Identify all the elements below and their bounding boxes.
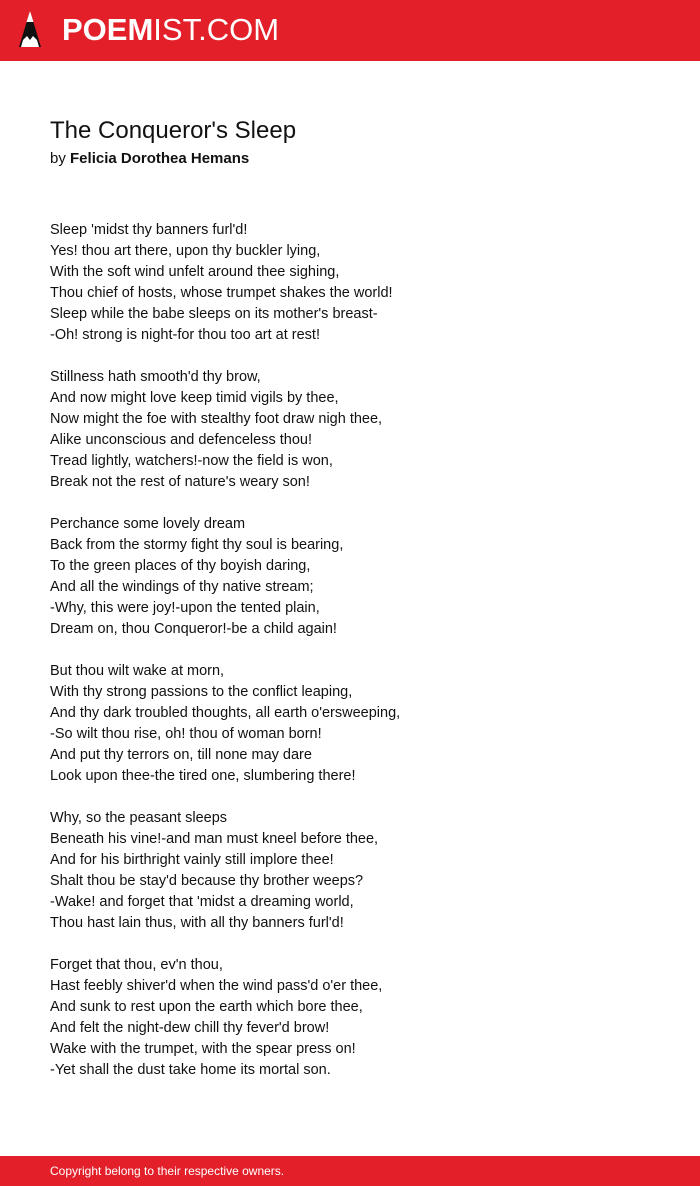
- poem-line: And felt the night-dew chill thy fever'd brow!: [50, 1020, 330, 1036]
- poem-line: To the green places of thy boyish daring,: [50, 558, 311, 574]
- by-label: by: [50, 150, 66, 167]
- poem-line: Sleep 'midst thy banners furl'd!: [50, 222, 248, 238]
- stanza: [50, 808, 650, 934]
- poem-line: -Oh! strong is night-for thou too art at rest!: [50, 327, 320, 343]
- site-header: [0, 0, 700, 61]
- stanza: [50, 367, 650, 493]
- logo-text-bold: POEM: [62, 12, 154, 47]
- stanza: [50, 220, 650, 346]
- poem-title: The Conqueror's Sleep: [50, 117, 297, 144]
- poem-line: Perchance some lovely dream: [50, 516, 246, 532]
- poem-line: -So wilt thou rise, oh! thou of woman born!: [50, 726, 322, 742]
- site-logo[interactable]: [62, 12, 279, 48]
- stanza: [50, 514, 650, 640]
- poem-line: -Wake! and forget that 'midst a dreaming world,: [50, 894, 354, 910]
- poem-line: Break not the rest of nature's weary son!: [50, 474, 310, 490]
- poem-line: Beneath his vine!-and man must kneel before thee,: [50, 831, 379, 847]
- poem-line: And put thy terrors on, till none may dare: [50, 747, 312, 763]
- poem-line: -Why, this were joy!-upon the tented plain,: [50, 600, 320, 616]
- poem-line: Tread lightly, watchers!-now the field is won,: [50, 453, 333, 469]
- poem-line: Yes! thou art there, upon thy buckler lying,: [50, 243, 321, 259]
- poem-line: Hast feebly shiver'd when the wind pass'd o'er thee,: [50, 978, 383, 994]
- poem-line: Thou hast lain thus, with all thy banners furl'd!: [50, 915, 344, 931]
- poem-content: [50, 114, 650, 1102]
- poem-line: Stillness hath smooth'd thy brow,: [50, 369, 261, 385]
- stanza: [50, 661, 650, 787]
- poem-line: Sleep while the babe sleeps on its mother's breast-: [50, 306, 378, 322]
- poem-line: Back from the stormy fight thy soul is bearing,: [50, 537, 344, 553]
- poem-line: Why, so the peasant sleeps: [50, 810, 228, 826]
- poem-line: Now might the foe with stealthy foot draw nigh thee,: [50, 411, 383, 427]
- poem-line: Look upon thee-the tired one, slumbering there!: [50, 768, 356, 784]
- poem-line: Dream on, thou Conqueror!-be a child again!: [50, 621, 337, 637]
- poem-line: Wake with the trumpet, with the spear press on!: [50, 1041, 356, 1057]
- byline: [50, 148, 650, 170]
- poem-line: And now might love keep timid vigils by thee,: [50, 390, 339, 406]
- logo-text-light: IST.COM: [153, 12, 280, 47]
- poem-line: Thou chief of hosts, whose trumpet shakes the world!: [50, 285, 393, 301]
- pencil-tip-icon[interactable]: [18, 10, 42, 50]
- poem-line: But thou wilt wake at morn,: [50, 663, 225, 679]
- stanza: [50, 955, 650, 1081]
- copyright-notice: Copyright belong to their respective owners.: [50, 1164, 285, 1178]
- poem-line: And thy dark troubled thoughts, all earth o'ersweeping,: [50, 705, 401, 721]
- poem-line: With thy strong passions to the conflict leaping,: [50, 684, 353, 700]
- poem-line: -Yet shall the dust take home its mortal son.: [50, 1062, 331, 1078]
- site-footer: [0, 1156, 700, 1186]
- poem-line: Forget that thou, ev'n thou,: [50, 957, 223, 973]
- poem-line: Alike unconscious and defenceless thou!: [50, 432, 312, 448]
- poem-line: And all the windings of thy native stream;: [50, 579, 314, 595]
- poem-line: With the soft wind unfelt around thee sighing,: [50, 264, 340, 280]
- author-name: Felicia Dorothea Hemans: [70, 150, 250, 167]
- poem-line: And sunk to rest upon the earth which bore thee,: [50, 999, 363, 1015]
- poem-body: [50, 220, 650, 1081]
- poem-line: And for his birthright vainly still implore thee!: [50, 852, 334, 868]
- poem-line: Shalt thou be stay'd because thy brother weeps?: [50, 873, 364, 889]
